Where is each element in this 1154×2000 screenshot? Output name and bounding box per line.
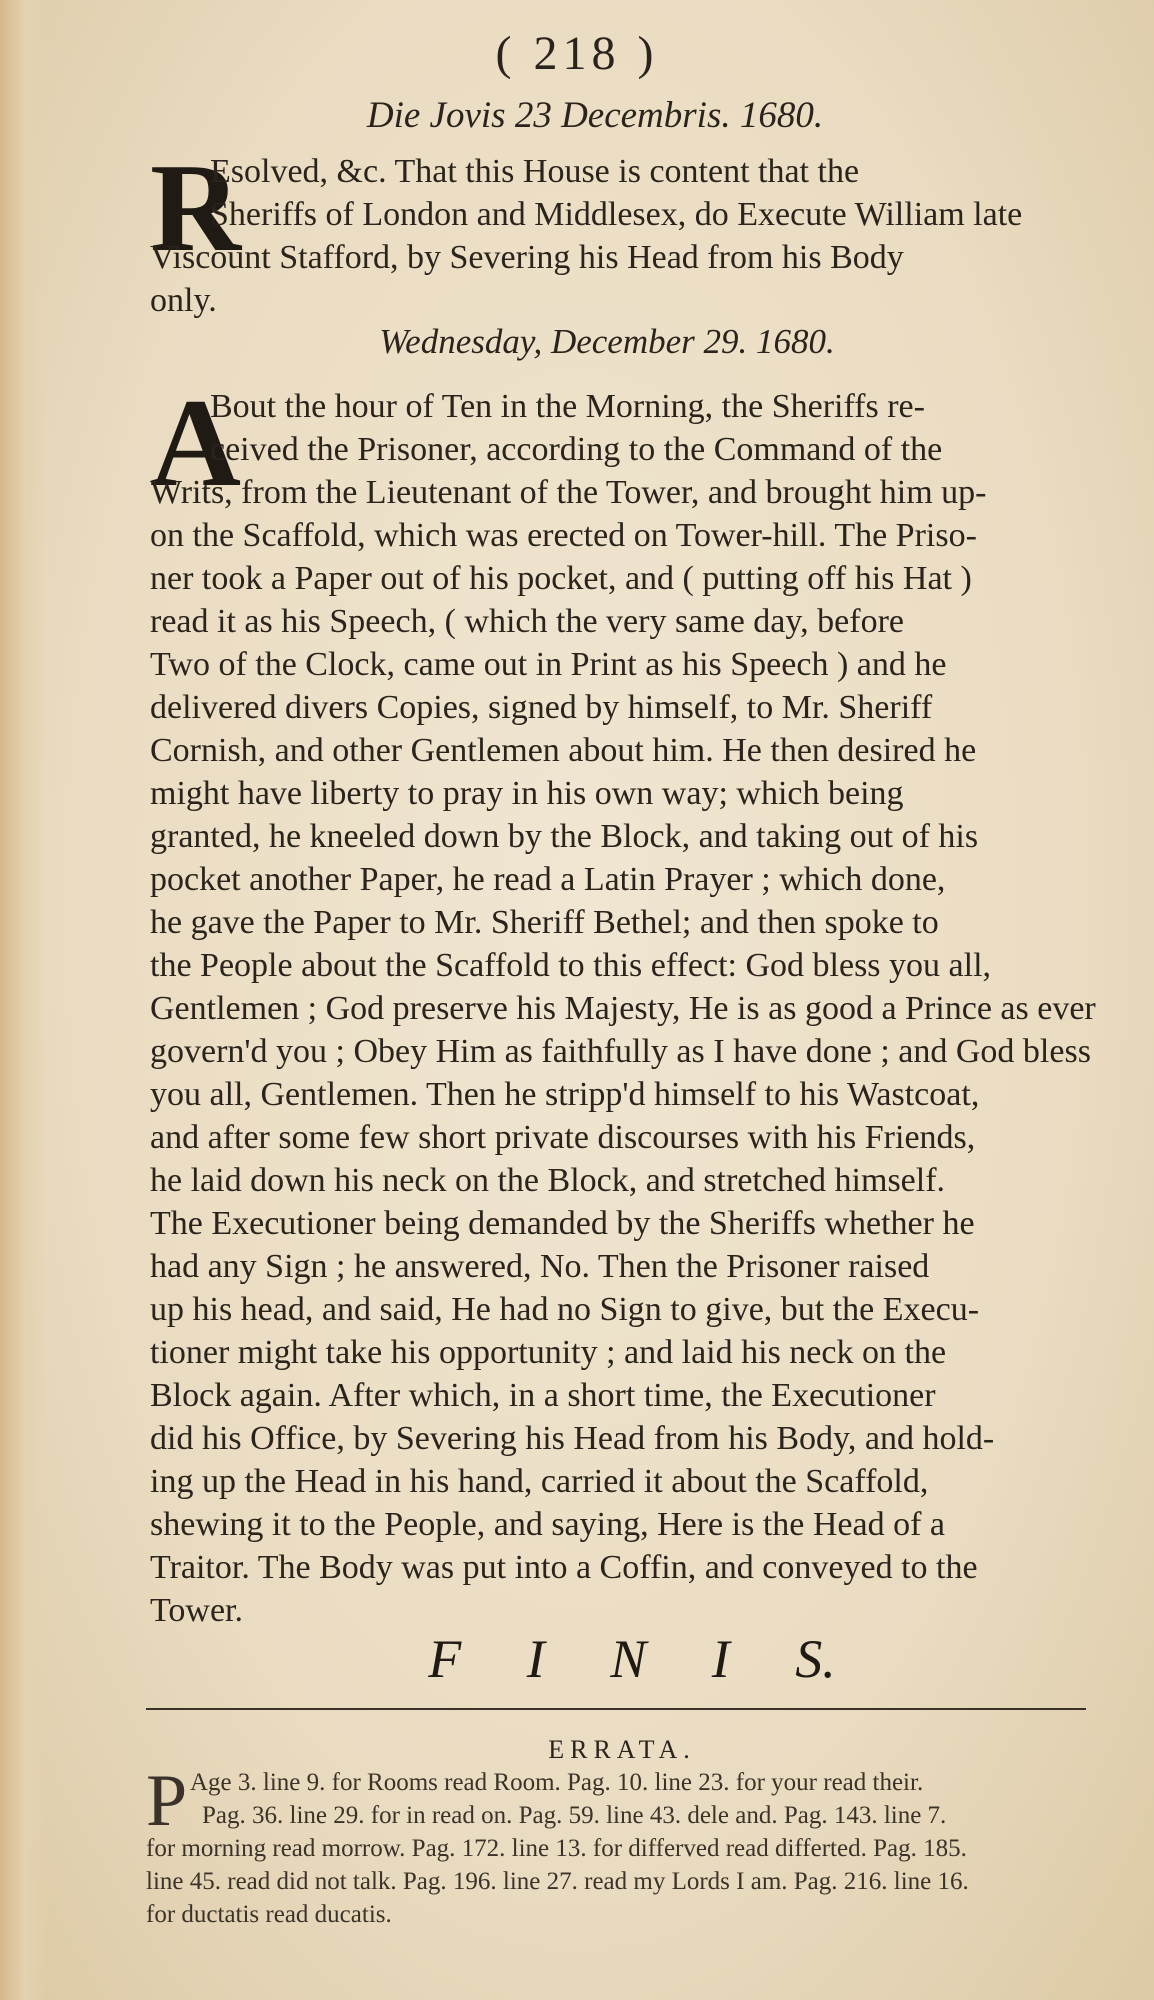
text-line: the People about the Scaffold to this effect: God bless you all, — [150, 947, 992, 984]
text-line: Viscount Stafford, by Severing his Head from his Body — [150, 239, 904, 276]
errata-title: ERRATA. — [548, 1735, 696, 1764]
date-heading-second: Wednesday, December 29. 1680. — [379, 322, 835, 361]
text-line: ner took a Paper out of his pocket, and ( putting off his Hat ) — [150, 560, 972, 597]
errata-line: for morning read morrow. Pag. 172. line 13. for differved read differted. Pag. 185. — [146, 1835, 967, 1862]
date-heading-first: Die Jovis 23 Decembris. 1680. — [366, 95, 824, 136]
text-line: Sheriffs of London and Middlesex, do Execute William late — [210, 196, 1023, 233]
errata-list — [146, 1760, 1091, 1931]
text-line: The Executioner being demanded by the Sheriffs whether he — [150, 1205, 975, 1242]
text-line: and after some few short private discourses with his Friends, — [150, 1119, 976, 1156]
text-line: he laid down his neck on the Block, and stretched himself. — [150, 1162, 946, 1199]
text-line: Writs, from the Lieutenant of the Tower, and brought him up- — [150, 474, 987, 511]
text-line: Esolved, &c. That this House is content that the — [210, 153, 860, 190]
text-line: govern'd you ; Obey Him as faithfully as I have done ; and God bless — [150, 1033, 1091, 1070]
errata-line: for ductatis read ducatis. — [146, 1901, 392, 1928]
text-line: Two of the Clock, came out in Print as his Speech ) and he — [150, 646, 947, 683]
text-line: tioner might take his opportunity ; and laid his neck on the — [150, 1334, 947, 1371]
drop-cap-a: A — [150, 374, 241, 513]
drop-cap-r: R — [150, 139, 241, 278]
text-line: pocket another Paper, he read a Latin Prayer ; which done, — [150, 861, 946, 898]
text-line: Bout the hour of Ten in the Morning, the Sheriffs re- — [210, 388, 925, 425]
divider-rule — [146, 1708, 1086, 1710]
text-line: ing up the Head in his hand, carried it about the Scaffold, — [150, 1463, 929, 1500]
text-line: had any Sign ; he answered, No. Then the Prisoner raised — [150, 1248, 930, 1285]
finis-ending: F I N I S. — [428, 1629, 836, 1689]
text-line: Gentlemen ; God preserve his Majesty, He is as good a Prince as ever — [150, 990, 1096, 1027]
text-line: Cornish, and other Gentlemen about him. He then desired he — [150, 732, 977, 769]
text-line: delivered divers Copies, signed by himself, to Mr. Sheriff — [150, 689, 933, 726]
text-line: only. — [150, 282, 217, 319]
text-line: you all, Gentlemen. Then he stripp'd himself to his Wastcoat, — [150, 1076, 980, 1113]
resolution-paragraph — [150, 150, 1095, 322]
errata-line: Pag. 36. line 29. for in read on. Pag. 59. line 43. dele and. Pag. 143. line 7. — [202, 1802, 947, 1829]
text-line: granted, he kneeled down by the Block, and taking out of his — [150, 818, 979, 855]
text-line: read it as his Speech, ( which the very same day, before — [150, 603, 905, 640]
text-line: Block again. After which, in a short time, the Executioner — [150, 1377, 936, 1414]
text-line: might have liberty to pray in his own way; which being — [150, 775, 904, 812]
text-line: on the Scaffold, which was erected on Tower-hill. The Priso- — [150, 517, 977, 554]
text-line: he gave the Paper to Mr. Sheriff Bethel; and then spoke to — [150, 904, 939, 941]
page-edge-shading — [0, 0, 46, 2000]
text-line: Traitor. The Body was put into a Coffin, and conveyed to the — [150, 1549, 978, 1586]
text-line: shewing it to the People, and saying, Here is the Head of a — [150, 1506, 946, 1543]
text-line: did his Office, by Severing his Head from his Body, and hold- — [150, 1420, 995, 1457]
drop-cap-p: P — [146, 1760, 188, 1842]
errata-line: line 45. read did not talk. Pag. 196. line 27. read my Lords I am. Pag. 216. line 16. — [146, 1868, 969, 1895]
page-number: ( 218 ) — [495, 27, 659, 80]
text-line: ceived the Prisoner, according to the Command of the — [210, 431, 943, 468]
text-line: Tower. — [150, 1592, 243, 1629]
text-line: up his head, and said, He had no Sign to give, but the Execu- — [150, 1291, 980, 1328]
execution-paragraph — [150, 385, 1095, 1632]
errata-line: Age 3. line 9. for Rooms read Room. Pag. 10. line 23. for your read their. — [190, 1769, 924, 1796]
